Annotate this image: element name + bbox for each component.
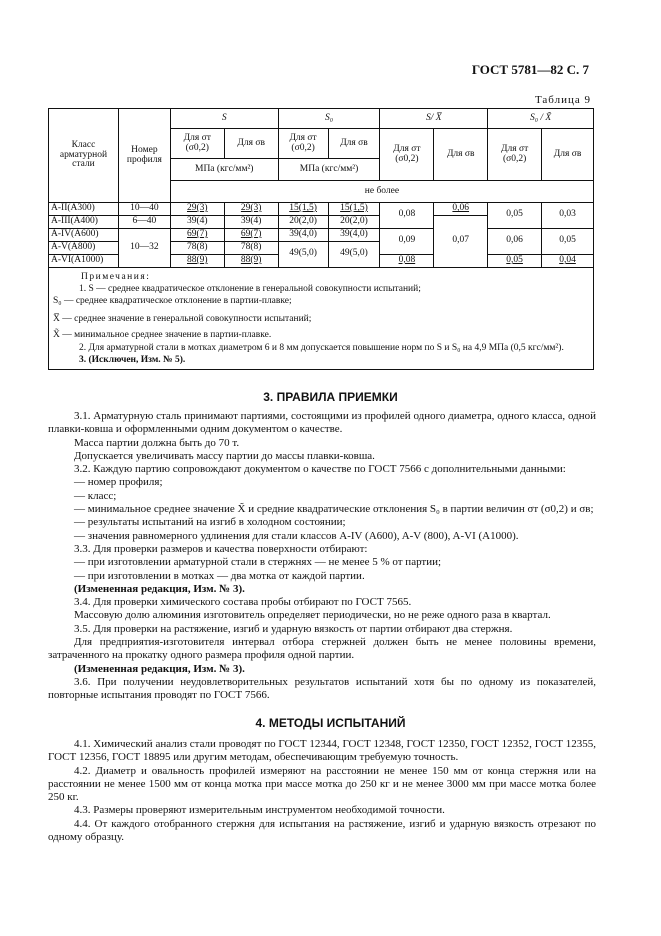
- edition-note: (Измененная редакция, Изм. № 3).: [74, 662, 245, 675]
- cell-s-t: 88(9): [170, 254, 224, 267]
- table-notes: [49, 267, 594, 369]
- head-s0-over-x: S₀ / X̃: [488, 109, 594, 129]
- note-2: 2. Для арматурной стали в мотках диаметром 6 и 8 мм допускается повышение норм по S и S₀ на 4,9 МПа (0,5 кгс/мм²).: [79, 342, 564, 353]
- cell-s0-t: 15(1,5): [278, 203, 328, 216]
- head-s0-sv: Для σв: [328, 129, 380, 159]
- head-profile: Номер профиля: [118, 109, 170, 203]
- notes-title: Примечания:: [81, 271, 151, 282]
- paragraph: 3.1. Арматурную сталь принимают партиями, состоящими из профилей одного диаметра, одного класса, одной плавки-ковша и оформленными одним документом о качестве.: [48, 410, 596, 436]
- cell-s0-v: 39(4,0): [328, 228, 380, 241]
- paragraph: 3.3. Для проверки размеров и качества поверхности отбирают:: [74, 542, 368, 555]
- paragraph: 4.3. Размеры проверяют измерительным инструментом необходимой точности.: [74, 804, 445, 817]
- cell-class: A-II(A300): [49, 203, 119, 216]
- section-3-body: [48, 410, 596, 703]
- cell-sx-v-1: 0,06: [434, 203, 488, 216]
- paragraph: 4.4. От каждого отобранного стержня для испытания на растяжение, изгиб и ударную вязкость отрезают по одному образцу.: [48, 817, 596, 844]
- head-unit-s0: МПа (кгс/мм²): [278, 159, 380, 181]
- cell-class: A-III(A400): [49, 215, 119, 228]
- note-1d: X̃ — минимальное среднее значение в партии-плавке.: [53, 330, 272, 341]
- cell-s0-t-merged: 49(5,0): [278, 241, 328, 267]
- cell-s-v: 88(9): [224, 254, 278, 267]
- list-item: — при изготовлении в мотках — два мотка от каждой партии.: [74, 569, 365, 582]
- head-sx-sv: Для σв: [434, 129, 488, 181]
- cell-s-t: 29(3): [170, 203, 224, 216]
- head-s0x-sv: Для σв: [542, 129, 594, 181]
- cell-sx-t-3: 0,08: [380, 254, 434, 267]
- edition-note: (Измененная редакция, Изм. № 3).: [74, 582, 245, 595]
- cell-s-v: 69(7): [224, 228, 278, 241]
- cell-s0x-v-1: 0,03: [542, 203, 594, 229]
- list-item: — класс;: [74, 489, 117, 502]
- paragraph: 4.2. Диаметр и овальность профилей измеряют на расстоянии не менее 150 мм от конца стержня или на расстоянии не менее 1500 мм от конца мотка при массе мотка до 250 кг и не менее 3000 мм при массе мотка более 250 кг.: [48, 764, 596, 804]
- table-row: [49, 228, 594, 241]
- head-s0-st: Для σт (σ0,2): [278, 129, 328, 159]
- cell-profile: 6—40: [118, 215, 170, 228]
- head-class: Класс арматурной стали: [49, 109, 119, 203]
- cell-s0x-v-3: 0,04: [542, 254, 594, 267]
- paragraph: Масса партии должна быть до 70 т.: [74, 436, 240, 449]
- table-9: [48, 108, 594, 370]
- cell-sx-v-2: 0,07: [434, 215, 488, 267]
- list-item: — номер профиля;: [74, 476, 163, 489]
- head-s0x-st: Для σт (σ0,2): [488, 129, 542, 181]
- cell-s0-v-merged: 49(5,0): [328, 241, 380, 267]
- head-s-over-x: S/ X̅: [380, 109, 488, 129]
- paragraph: Массовую долю алюминия изготовитель определяет периодически, но не реже одного раза в квартал.: [74, 609, 551, 622]
- section-4-title: 4. МЕТОДЫ ИСПЫТАНИЙ: [255, 716, 406, 730]
- list-item: — значения равномерного удлинения для стали классов A-IV (A600), A-V (800), A-VI (A1000).: [74, 529, 519, 542]
- cell-s-t: 78(8): [170, 241, 224, 254]
- table-label: Таблица 9: [534, 94, 591, 106]
- cell-sx-t-2: 0,09: [380, 228, 434, 254]
- table-row: [49, 203, 594, 216]
- list-item: — результаты испытаний на изгиб в холодном состоянии;: [74, 516, 346, 529]
- section-3-title: 3. ПРАВИЛА ПРИЕМКИ: [263, 390, 398, 404]
- head-s: S: [170, 109, 278, 129]
- list-item: — минимальное среднее значение X̃ и средние квадратические отклонения S₀ в партии величин σт (σ0,2) и σв;: [74, 503, 594, 516]
- cell-s0x-t-3: 0,05: [488, 254, 542, 267]
- cell-class: A-VI(A1000): [49, 254, 119, 267]
- cell-class: A-V(A800): [49, 241, 119, 254]
- paragraph: Для предприятия-изготовителя интервал отбора стержней должен быть не менее половины времени, затраченного на прокатку одного размера профиля одной партии.: [48, 636, 596, 662]
- cell-s0-v: 15(1,5): [328, 203, 380, 216]
- note-1: 1. S — среднее квадратическое отклонение в генеральной совокупности испытаний;: [79, 284, 421, 294]
- note-1c: X̅ — среднее значение в генеральной совокупности испытаний;: [53, 314, 312, 325]
- paragraph: 3.5. Для проверки на растяжение, изгиб и ударную вязкость от партии отбирают два стержня.: [74, 622, 513, 635]
- cell-s0x-t-1: 0,05: [488, 203, 542, 229]
- note-1b: S₀ — среднее квадратическое отклонение в партии-плавке;: [53, 296, 292, 307]
- cell-sx-t-1: 0,08: [380, 203, 434, 229]
- cell-s-v: 39(4): [224, 215, 278, 228]
- head-s0: S₀: [278, 109, 380, 129]
- paragraph: 3.6. При получении неудовлетворительных результатов испытаний хотя бы по одному из показателей, повторные испытания проводят по ГОСТ 7566.: [48, 675, 596, 702]
- cell-s-t: 39(4): [170, 215, 224, 228]
- head-unit-s: МПа (кгс/мм²): [170, 159, 278, 181]
- head-s-st: Для σт (σ0,2): [170, 129, 224, 159]
- cell-s-v: 29(3): [224, 203, 278, 216]
- head-s-sv: Для σв: [224, 129, 278, 159]
- cell-s0x-v-2: 0,05: [542, 228, 594, 254]
- section-4-body: [48, 738, 596, 844]
- cell-s0-v: 20(2,0): [328, 215, 380, 228]
- paragraph: 3.4. Для проверки химического состава пробы отбирают по ГОСТ 7565.: [74, 596, 412, 609]
- list-item: — при изготовлении арматурной стали в стержнях — не менее 5 % от партии;: [74, 556, 442, 569]
- paragraph: 4.1. Химический анализ стали проводят по ГОСТ 12344, ГОСТ 12348, ГОСТ 12350, ГОСТ 12352, ГОСТ 12355, ГОСТ 12356, ГОСТ 18895 или другим методам, обеспечивающим требуемую точность.: [48, 738, 596, 764]
- paragraph: Допускается увеличивать массу партии до массы плавки-ковша.: [74, 449, 375, 462]
- paragraph: 3.2. Каждую партию сопровождают документом о качестве по ГОСТ 7566 с дополнительными данными:: [74, 463, 566, 476]
- page-header: ГОСТ 5781—82 С. 7: [471, 62, 589, 77]
- cell-profile: 10—40: [118, 203, 170, 216]
- cell-profile: 10—32: [118, 228, 170, 267]
- cell-s0-t: 39(4,0): [278, 228, 328, 241]
- cell-s0x-t-2: 0,06: [488, 228, 542, 254]
- cell-s-t: 69(7): [170, 228, 224, 241]
- note-3: 3. (Исключен, Изм. № 5).: [79, 354, 186, 365]
- head-no-more: не более: [170, 181, 593, 203]
- cell-s-v: 78(8): [224, 241, 278, 254]
- head-sx-st: Для σт (σ0,2): [380, 129, 434, 181]
- cell-s0-t: 20(2,0): [278, 215, 328, 228]
- cell-class: A-IV(A600): [49, 228, 119, 241]
